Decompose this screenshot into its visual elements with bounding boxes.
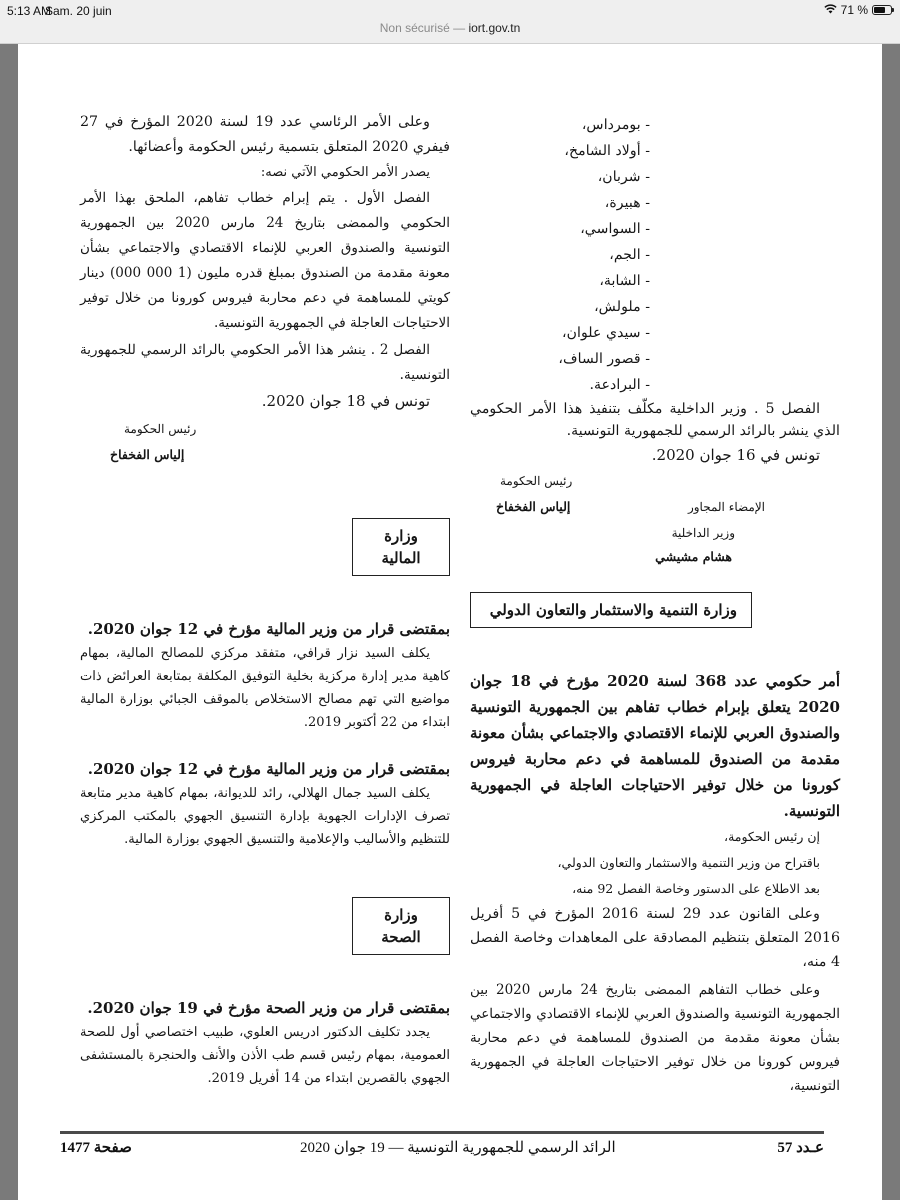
date-line: تونس في 16 جوان 2020. — [651, 446, 820, 464]
cosign-name: هشام مشيشي — [655, 549, 732, 564]
date-line: تونس في 18 جوان 2020. — [261, 392, 430, 410]
battery-icon — [872, 5, 892, 15]
page-footer — [60, 1138, 824, 1162]
status-date: Sam. 20 juin — [45, 4, 112, 18]
ministry-box: وزارة المالية — [352, 518, 450, 576]
footer-rule — [60, 1131, 824, 1134]
security-label: Non sécurisé — — [379, 21, 466, 35]
article-1: الفصل الأول . يتم إبرام خطاب تفاهم، الملحق بهذا الأمر الحكومي والممضى بتاريخ 24 مارس 2020 بين الجمهورية التونسية والصندوق العربي للإنماء الاقتصادي والاجتماعي بشأن معونة مقدمة من الصندوق بمبلغ قدره مليون (1 000 000) دينار كويتي للمساهمة في دعم محاربة فيروس كورونا من خلال توفير الاحتياجات العاجلة في الجمهورية التونسية. — [80, 190, 451, 331]
signature-block — [80, 414, 450, 470]
document-page — [18, 44, 882, 1200]
journal-title: الرائد الرسمي للجمهورية التونسية — 19 جوان 2020 — [300, 1140, 616, 1156]
left-column — [80, 110, 450, 1090]
status-time: 5:13 AM — [7, 4, 52, 18]
cosign-label: الإمضاء المجاور — [687, 500, 765, 514]
list-item: - سيدي علوان، — [562, 325, 650, 341]
ministry-box: وزارة التنمية والاستثمار والتعاون الدولي — [470, 592, 752, 628]
preamble-line: بعد الاطلاع على الدستور وخاصة الفصل 92 منه، — [572, 881, 820, 896]
cosign-title: وزير الداخلية — [671, 526, 735, 540]
preamble-line: يصدر الأمر الحكومي الآتي نصه: — [260, 165, 430, 180]
decree-body: يكلف السيد جمال الهلالي، رائد للديوانة، بمهام كاهية مدير متابعة تصرف الإدارات الجهوية بإدارة التنسيق الجهوي بالمكتب المركزي للتنظيم والأساليب والإعلامية والتنسيق الجهوي بوزارة المالية. — [80, 786, 450, 847]
ministry-header-finance — [80, 518, 450, 576]
viewer-margin-right — [882, 44, 900, 1200]
right-column — [470, 112, 840, 1098]
list-item: - أولاد الشامخ، — [564, 143, 650, 159]
url-domain[interactable]: iort.gov.tn — [468, 21, 521, 35]
page-number: صفحة 1477 — [60, 1140, 132, 1156]
article-2: الفصل 2 . ينشر هذا الأمر الحكومي بالرائد الرسمي للجمهورية التونسية. — [80, 342, 450, 383]
signature-name: إلياس الفخفاخ — [496, 499, 571, 514]
list-item: - البرادعة. — [589, 377, 650, 393]
list-item: - الشابة، — [599, 273, 650, 289]
issue-number: عـدد 57 — [777, 1140, 824, 1156]
preamble-paragraph: وعلى الأمر الرئاسي عدد 19 لسنة 2020 المؤرخ في 27 فيفري 2020 المتعلق بتسمية رئيس الحكومة وأعضائها. — [80, 114, 450, 155]
list-item: - هبيرة، — [604, 195, 650, 211]
ministry-header-development — [470, 592, 840, 628]
signature-title: رئيس الحكومة — [500, 474, 573, 488]
list-item: - شربان، — [597, 169, 650, 185]
signature-name: إلياس الفخفاخ — [110, 447, 185, 462]
preamble-paragraph: وعلى خطاب التفاهم الممضى بتاريخ 24 مارس 2020 بين الجمهورية التونسية والصندوق العربي للإنماء الاقتصادي والاجتماعي بشأن معونة مقدمة من الصندوق للمساهمة في دعم محاربة فيروس كورونا من خلال توفير الاحتياجات العاجلة في الجمهورية التونسية، — [470, 982, 840, 1094]
article-5: الفصل 5 . وزير الداخلية مكلّف بتنفيذ هذا الأمر الحكومي الذي ينشر بالرائد الرسمي للجمهورية التونسية. — [470, 401, 840, 439]
ministry-box: وزارة الصحة — [352, 897, 450, 955]
wifi-icon — [824, 4, 837, 17]
list-item: - الجم، — [609, 247, 650, 263]
signature-block — [470, 468, 840, 568]
signature-title: رئيس الحكومة — [124, 422, 197, 436]
list-item: - بومرداس، — [581, 117, 650, 133]
list-item: - السواسي، — [580, 221, 650, 237]
preamble-line: باقتراح من وزير التنمية والاستثمار والتعاون الدولي، — [557, 855, 820, 870]
decree-body: يكلف السيد نزار قرافي، متفقد مركزي للمصالح المالية، بمهام كاهية مدير إدارة مركزية بخلية التوفيق المكلفة بمتابعة العرائض ذات مواضيع التي تهم مصالح الاستخلاص بالموقف الجبائي بوزارة المالية ابتداء من 22 أكتوبر 2019. — [80, 646, 450, 730]
decree-heading: بمقتضى قرار من وزير المالية مؤرخ في 12 جوان 2020. — [87, 620, 450, 638]
preamble-line: إن رئيس الحكومة، — [724, 829, 820, 844]
status-indicators — [824, 3, 892, 17]
decree-heading: بمقتضى قرار من وزير الصحة مؤرخ في 19 جوان 2020. — [87, 999, 450, 1017]
list-item: - قصور الساف، — [558, 351, 650, 367]
battery-fill — [874, 7, 885, 13]
decree-body: يجدد تكليف الدكتور ادريس العلوي، طبيب اختصاصي أول للصحة العمومية، بمهام رئيس قسم طب الأذن والأنف والحنجرة بالمستشفى الجهوي بالقصرين ابتداء من 14 أفريل 2019. — [80, 1025, 450, 1086]
delegation-list — [470, 112, 840, 398]
preamble-paragraph: وعلى القانون عدد 29 لسنة 2016 المؤرخ في 5 أفريل 2016 المتعلق بتنظيم المصادقة على المعاهدات وخاصة الفصل 4 منه، — [470, 906, 840, 970]
status-bar — [0, 0, 900, 20]
battery-percent: 71 % — [840, 3, 868, 17]
viewer-margin-left — [0, 44, 18, 1200]
ministry-header-health — [80, 897, 450, 955]
decree-heading: بمقتضى قرار من وزير المالية مؤرخ في 12 جوان 2020. — [87, 760, 450, 778]
list-item: - ملولش، — [594, 299, 650, 315]
decree-heading: أمر حكومي عدد 368 لسنة 2020 مؤرخ في 18 جوان 2020 يتعلق بإبرام خطاب تفاهم بين الجمهورية التونسية والصندوق العربي للإنماء الاقتصادي والاجتماعي بشأن معونة مقدمة من الصندوق للمساهمة في دعم محاربة فيروس كورونا من خلال توفير الاحتياجات العاجلة في الجمهورية التونسية. — [470, 672, 840, 820]
url-bar[interactable] — [0, 20, 900, 44]
